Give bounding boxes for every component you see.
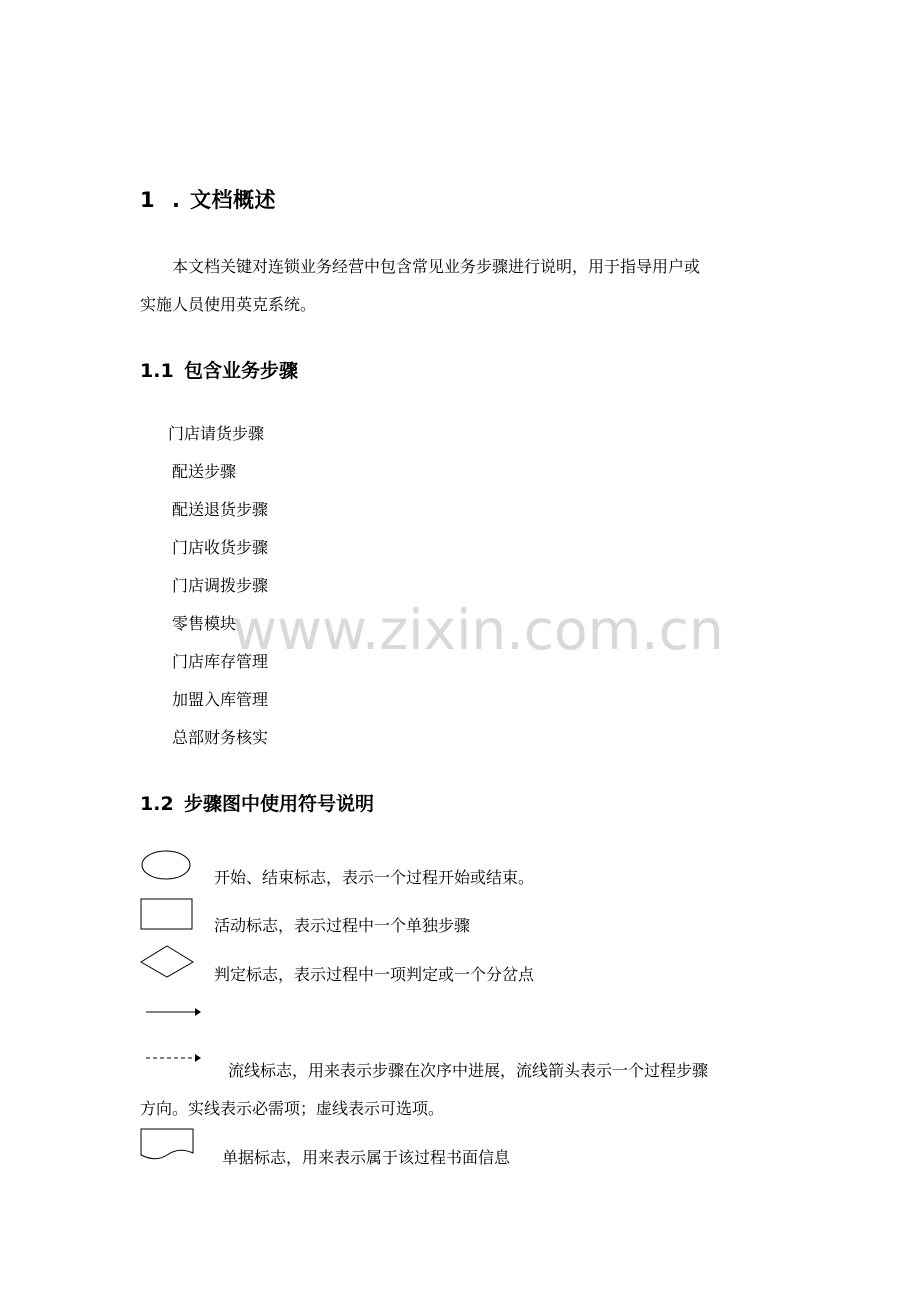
solid-arrow-icon: [145, 1004, 205, 1020]
section-number: 1: [140, 188, 156, 212]
intro-line-2: 实施人员使用英克系统。: [140, 295, 317, 314]
document-description: 单据标志，用来表示属于该过程书面信息: [222, 1148, 511, 1167]
list-item: 门店请货步骤: [168, 424, 265, 443]
flow-line-description-2: 方向。实线表示必需项；虚线表示可选项。: [140, 1099, 445, 1118]
subsection-title: 包含业务步骤: [184, 360, 299, 382]
list-item: 门店调拨步骤: [172, 576, 269, 595]
list-item: 零售模块: [172, 614, 237, 633]
watermark: www.zixin.com.cn: [232, 598, 724, 662]
list-item: 配送退货步骤: [172, 500, 269, 519]
section-heading-1: [140, 184, 276, 214]
section-dot: .: [172, 188, 181, 212]
dashed-arrow-icon: [145, 1050, 205, 1066]
flow-line-description-1: 流线标志，用来表示步骤在次序中进展，流线箭头表示一个过程步骤: [228, 1061, 709, 1080]
list-item: 总部财务核实: [172, 728, 269, 747]
terminal-ellipse-icon: [140, 848, 194, 884]
list-item: 配送步骤: [172, 462, 237, 481]
activity-rectangle-icon: [140, 896, 196, 932]
list-item: 门店库存管理: [172, 652, 269, 671]
section-heading-1-1: [140, 356, 298, 383]
section-heading-1-2: [140, 789, 374, 816]
list-item: 加盟入库管理: [172, 690, 269, 709]
list-item: 门店收货步骤: [172, 538, 269, 557]
terminal-description: 开始、结束标志，表示一个过程开始或结束。: [214, 868, 535, 887]
subsection-title: 步骤图中使用符号说明: [184, 793, 375, 815]
decision-description: 判定标志，表示过程中一项判定或一个分岔点: [214, 965, 535, 984]
subsection-number: 1.1: [140, 360, 174, 382]
activity-description: 活动标志，表示过程中一个单独步骤: [214, 916, 471, 935]
document-symbol-icon: [140, 1128, 198, 1164]
section-title: 文档概述: [190, 188, 276, 212]
subsection-number: 1.2: [140, 793, 174, 815]
intro-line-1: 本文档关键对连锁业务经营中包含常见业务步骤进行说明，用于指导用户或: [172, 257, 701, 276]
decision-diamond-icon: [140, 944, 198, 980]
